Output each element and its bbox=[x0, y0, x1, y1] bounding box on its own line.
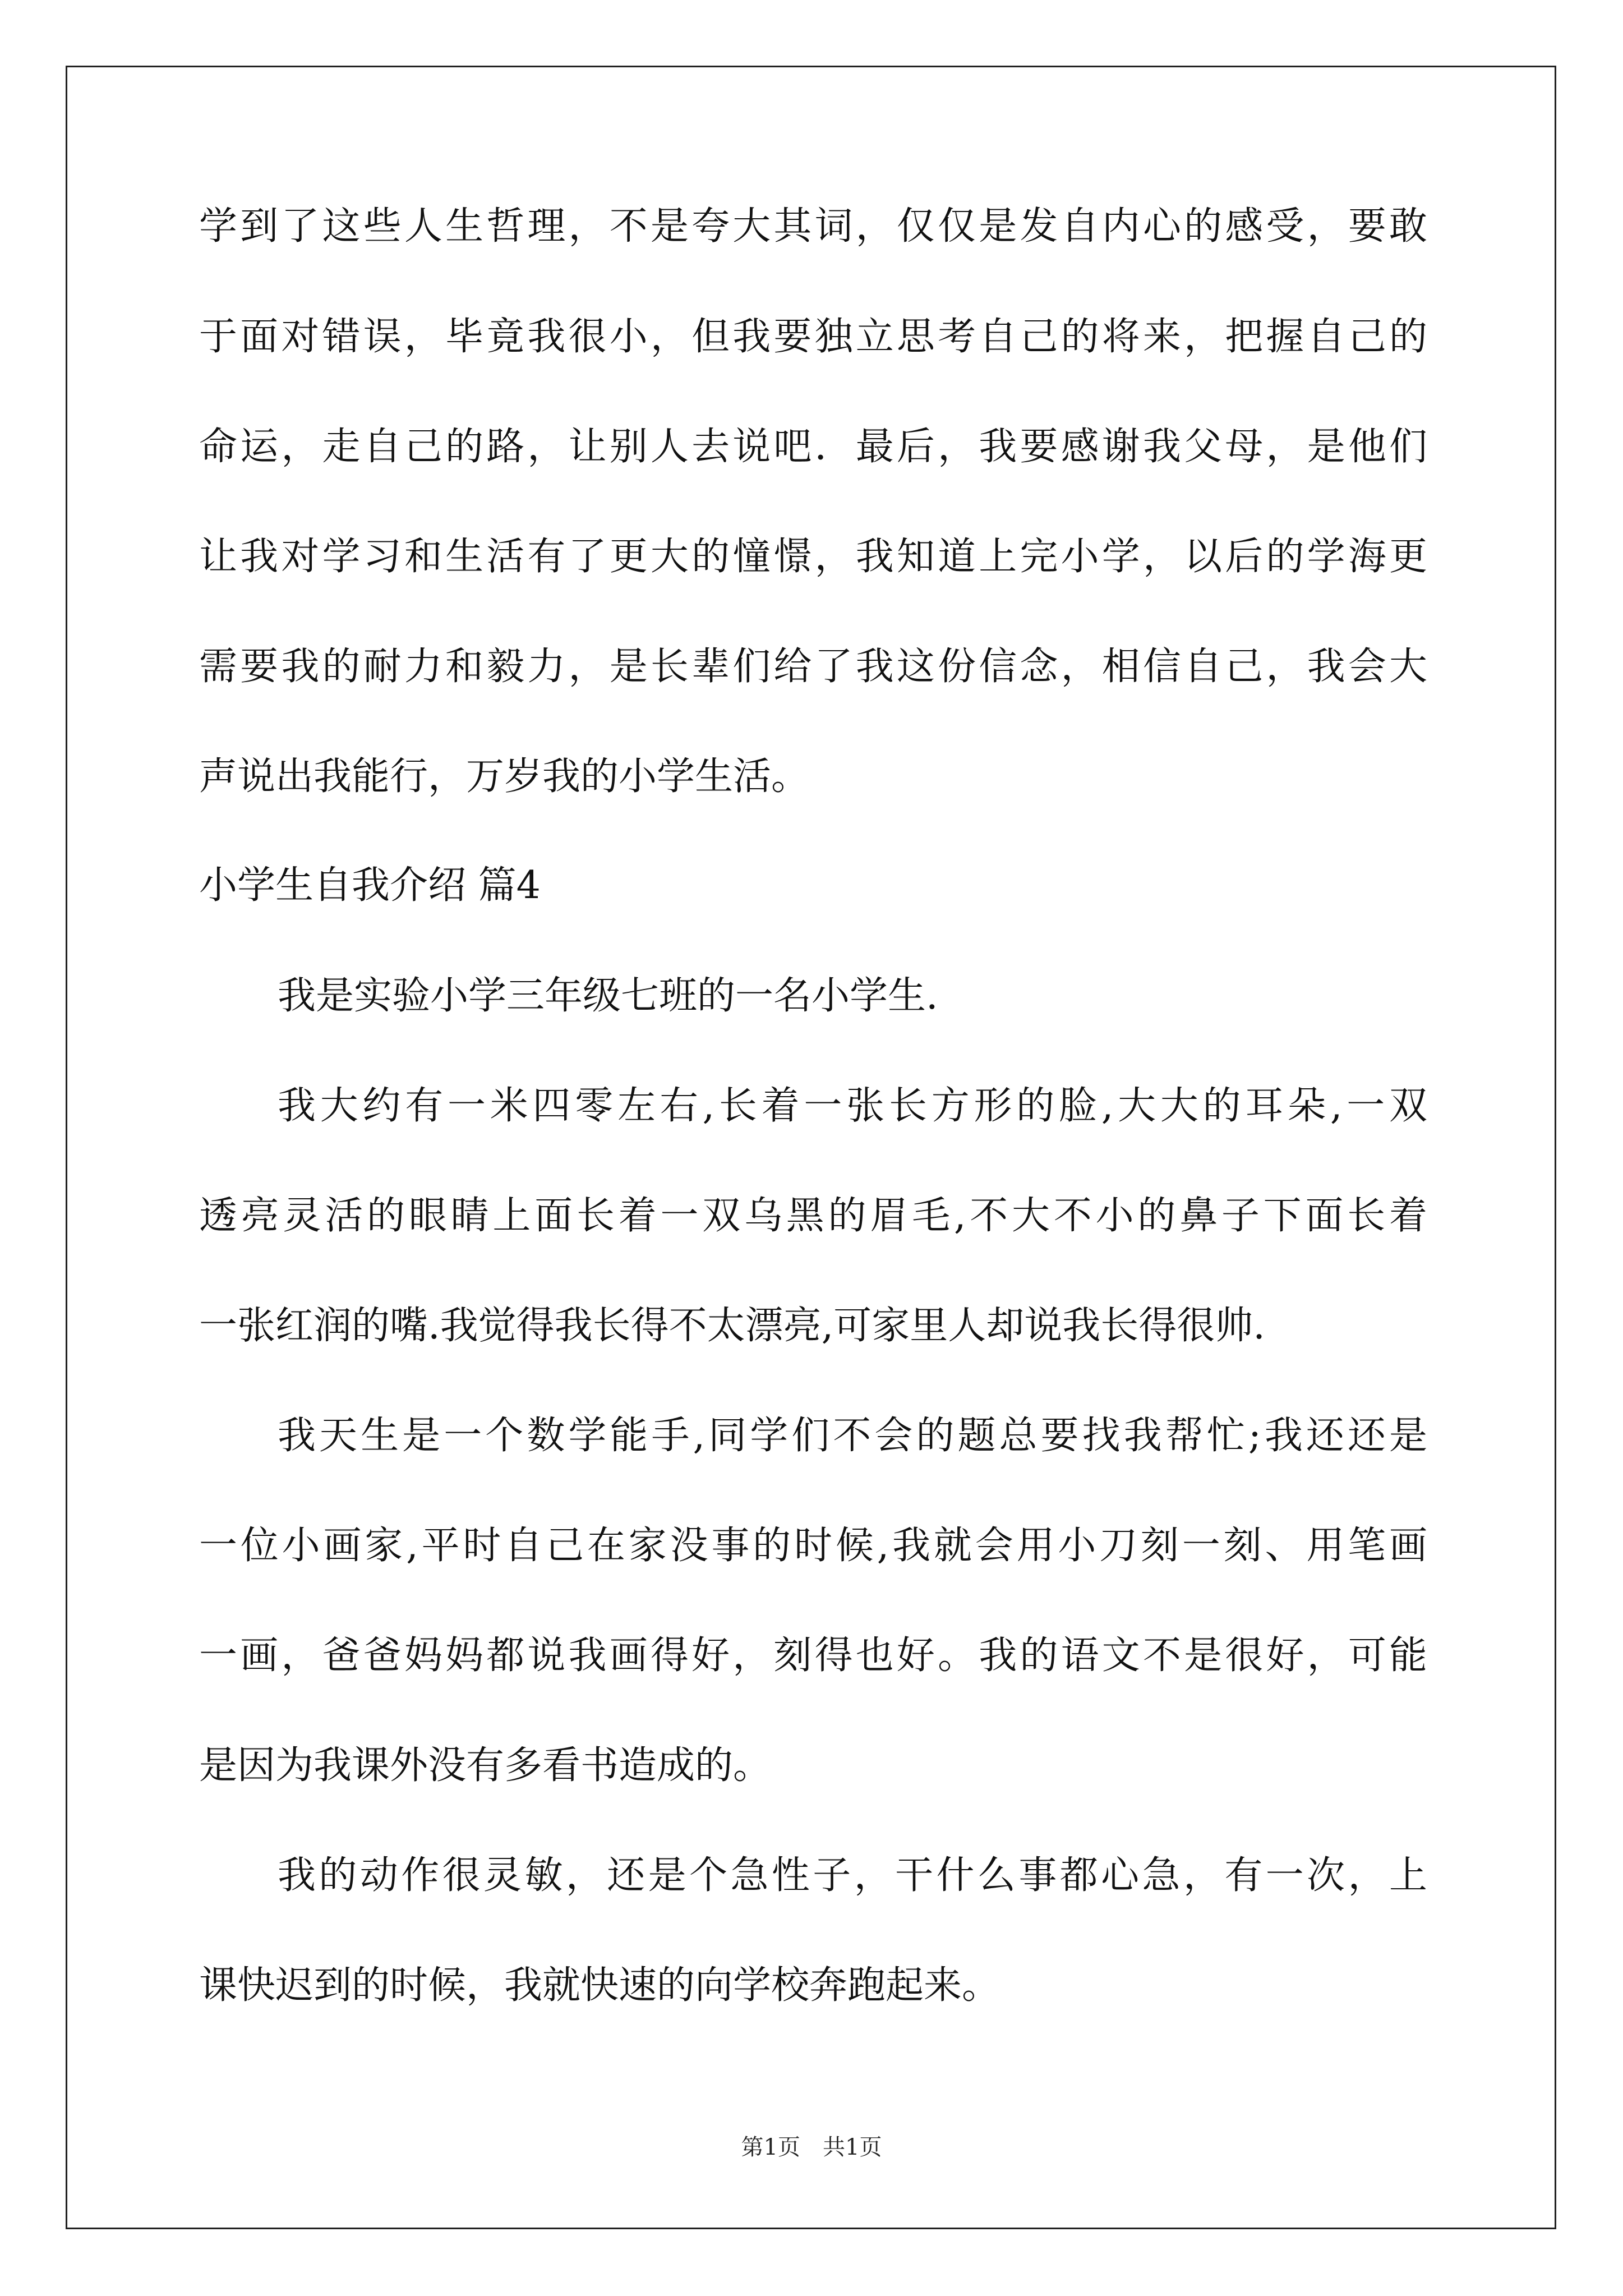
text-line: 于面对错误，毕竟我很小，但我要独立思考自己的将来，把握自己的 bbox=[199, 315, 1427, 359]
text-line: 透亮灵活的眼睛上面长着一双乌黑的眉毛,不大不小的鼻子下面长着 bbox=[199, 1194, 1427, 1238]
text-line: 我天生是一个数学能手,同学们不会的题总要找我帮忙;我还还是 bbox=[278, 1414, 1427, 1458]
text-line: 课快迟到的时候，我就快速的向学校奔跑起来。 bbox=[199, 1963, 1000, 2008]
text-line: 一张红润的嘴.我觉得我长得不太漂亮,可家里人却说我长得很帅. bbox=[199, 1304, 1265, 1348]
text-line: 一画，爸爸妈妈都说我画得好，刻得也好。我的语文不是很好，可能 bbox=[199, 1634, 1427, 1678]
text-line: 学到了这些人生哲理，不是夸大其词，仅仅是发自内心的感受，要敢 bbox=[199, 204, 1427, 249]
text-line: 一位小画家,平时自己在家没事的时候,我就会用小刀刻一刻、用笔画 bbox=[199, 1524, 1427, 1568]
page-footer bbox=[0, 2136, 1623, 2159]
text-line: 需要我的耐力和毅力，是长辈们给了我这份信念，相信自己，我会大 bbox=[199, 645, 1427, 689]
text-line: 命运，走自己的路，让别人去说吧．最后，我要感谢我父母，是他们 bbox=[199, 425, 1427, 469]
text-line: 我大约有一米四零左右,长着一张长方形的脸,大大的耳朵,一双 bbox=[278, 1084, 1427, 1128]
text-line: 我的动作很灵敏，还是个急性子，干什么事都心急，有一次，上 bbox=[278, 1853, 1427, 1898]
text-line: 让我对学习和生活有了更大的憧憬，我知道上完小学，以后的学海更 bbox=[199, 535, 1427, 579]
text-line: 声说出我能行，万岁我的小学生活。 bbox=[199, 754, 810, 799]
text-line: 我是实验小学三年级七班的一名小学生. bbox=[278, 974, 938, 1018]
page-number: 第1页 共1页 bbox=[741, 2134, 882, 2160]
section-heading: 小学生自我介绍 篇4 bbox=[199, 863, 541, 908]
page-border bbox=[66, 66, 1556, 2229]
text-line: 是因为我课外没有多看书造成的。 bbox=[199, 1743, 772, 1788]
